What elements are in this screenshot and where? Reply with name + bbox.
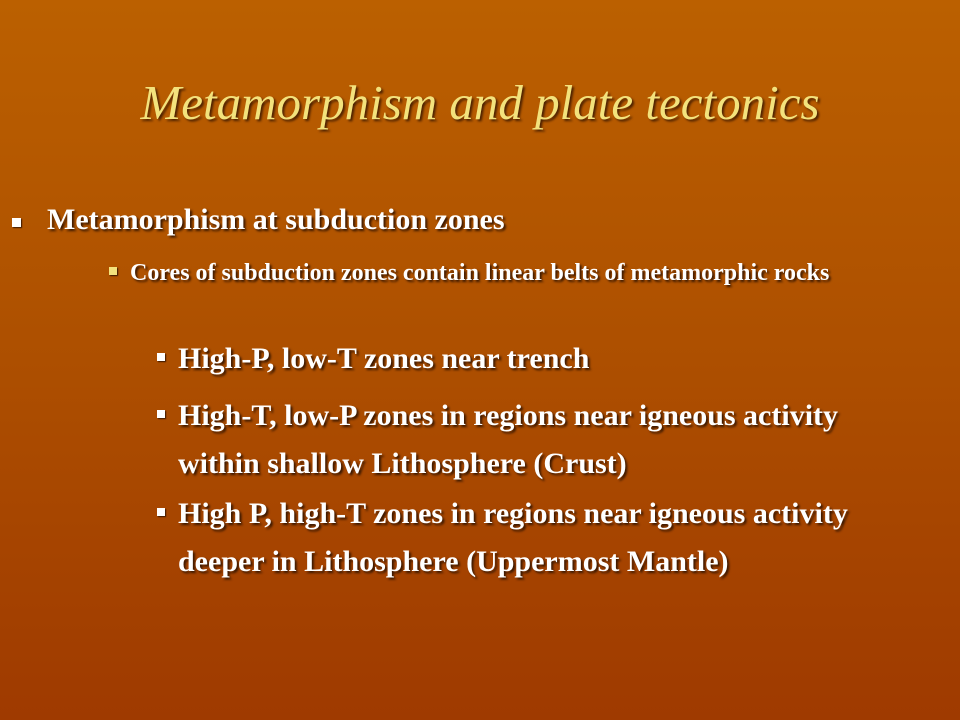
- bullet-level-3: [178, 490, 918, 586]
- bullet-text: Cores of subduction zones contain linear belts of metamorphic rocks: [130, 260, 830, 286]
- bullet-text: High-P, low-T zones near trench: [178, 342, 590, 375]
- bullet-text: High-T, low-P zones in regions near igneous activity within shallow Lithosphere (Crust): [178, 399, 839, 480]
- bullet-level-3: [178, 392, 918, 488]
- bullet-level-3: [178, 335, 918, 383]
- slide-title: Metamorphism and plate tectonics: [140, 75, 820, 130]
- square-bullet-icon: [12, 218, 21, 227]
- bullet-level-1: [47, 203, 505, 237]
- square-bullet-icon: [109, 267, 117, 275]
- square-bullet-icon: [157, 410, 165, 418]
- bullet-text: High P, high-T zones in regions near igneous activity deeper in Lithosphere (Uppermost Mantle): [178, 497, 848, 578]
- bullet-text: Metamorphism at subduction zones: [47, 203, 505, 236]
- bullet-level-2: [130, 255, 890, 291]
- square-bullet-icon: [157, 353, 165, 361]
- square-bullet-icon: [157, 508, 165, 516]
